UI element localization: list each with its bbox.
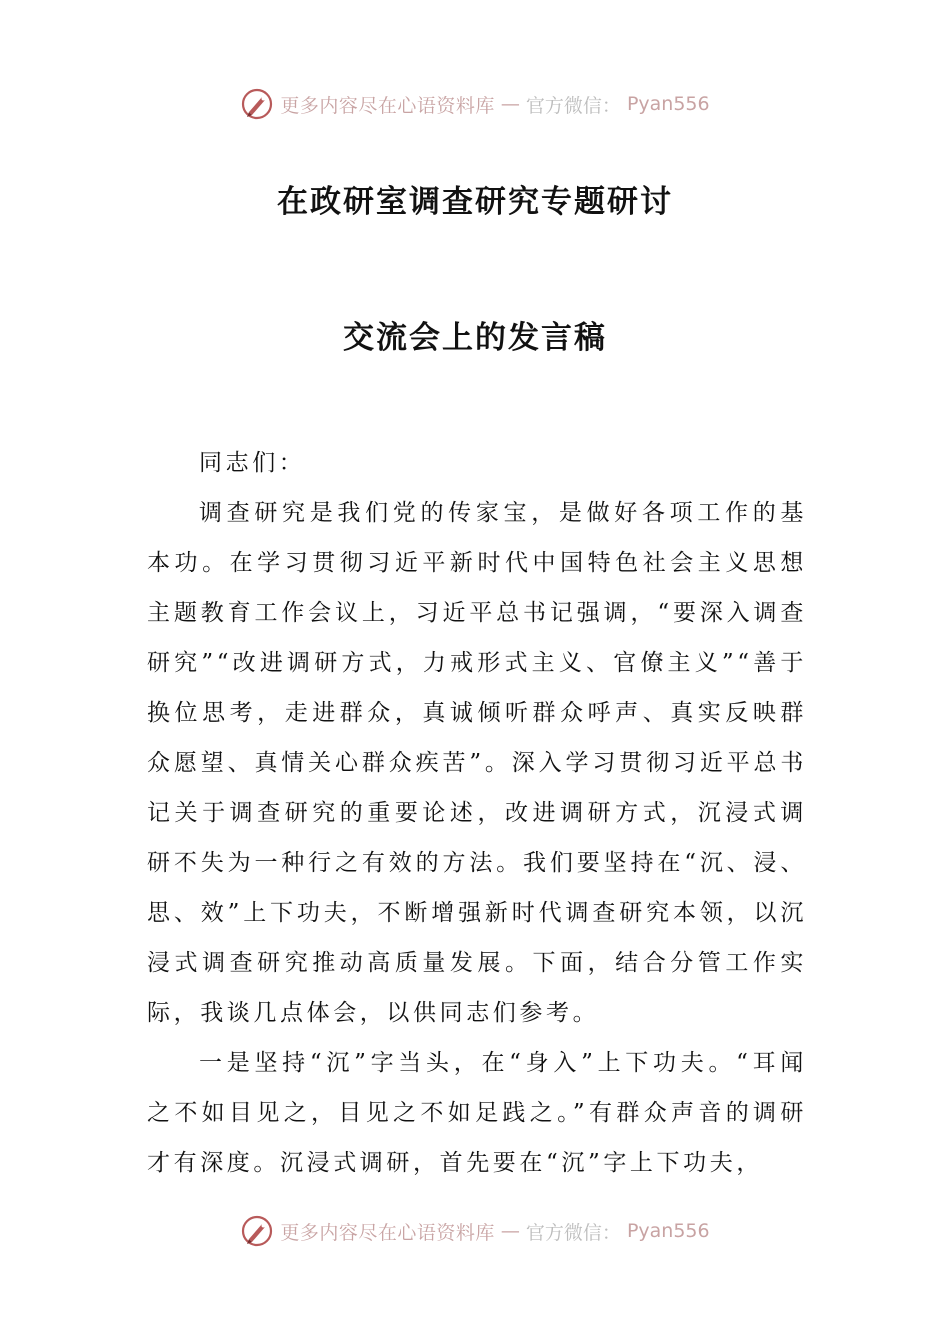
- watermark-text: 更多内容尽在心语资料库: [280, 94, 495, 117]
- paragraph-2: 一是坚持“沉”字当头，在“身入”上下功夫。“耳闻之不如目见之，目见之不如足践之。”有群众声音的调研才有深度。沉浸式调研，首先要在“沉”字上下功夫，: [147, 1050, 807, 1176]
- footer-watermark: [0, 1211, 950, 1251]
- document-title-line2: 交流会上的发言稿: [343, 320, 607, 356]
- watermark-wechat-label: 官方微信：: [525, 94, 621, 117]
- watermark-wechat-label: 官方微信：: [525, 1221, 621, 1244]
- salutation: 同志们：: [199, 450, 306, 476]
- document-title-line1: 在政研室调查研究专题研讨: [277, 184, 673, 220]
- watermark-separator: —: [500, 1220, 520, 1242]
- paragraph-1: 调查研究是我们党的传家宝，是做好各项工作的基本功。在学习贯彻习近平新时代中国特色社会主义思想主题教育工作会议上，习近平总书记强调，“要深入调查研究”“改进调研方式，力戒形式主义、官僚主义”“善于换位思考，走进群众，真诚倾听群众呼声、真实反映群众愿望、真情关心群众疾苦”。深入学习贯彻习近平总书记关于调查研究的重要论述，改进调研方式，沉浸式调研不失为一种行之有效的方法。我们要坚持在“沉、浸、思、效”上下功夫，不断增强新时代调查研究本领，以沉浸式调查研究推动高质量发展。下面，结合分管工作实际，我谈几点体会，以供同志们参考。: [147, 500, 807, 1026]
- watermark-separator: —: [500, 93, 520, 115]
- watermark-wechat-id: Pyan556: [626, 1220, 710, 1242]
- document-body: [147, 438, 807, 1188]
- watermark-wechat-id: Pyan556: [626, 93, 710, 115]
- header-watermark: [0, 84, 950, 124]
- watermark-text: 更多内容尽在心语资料库: [280, 1221, 495, 1244]
- pen-logo-icon: [240, 87, 274, 121]
- pen-logo-icon: [240, 1214, 274, 1248]
